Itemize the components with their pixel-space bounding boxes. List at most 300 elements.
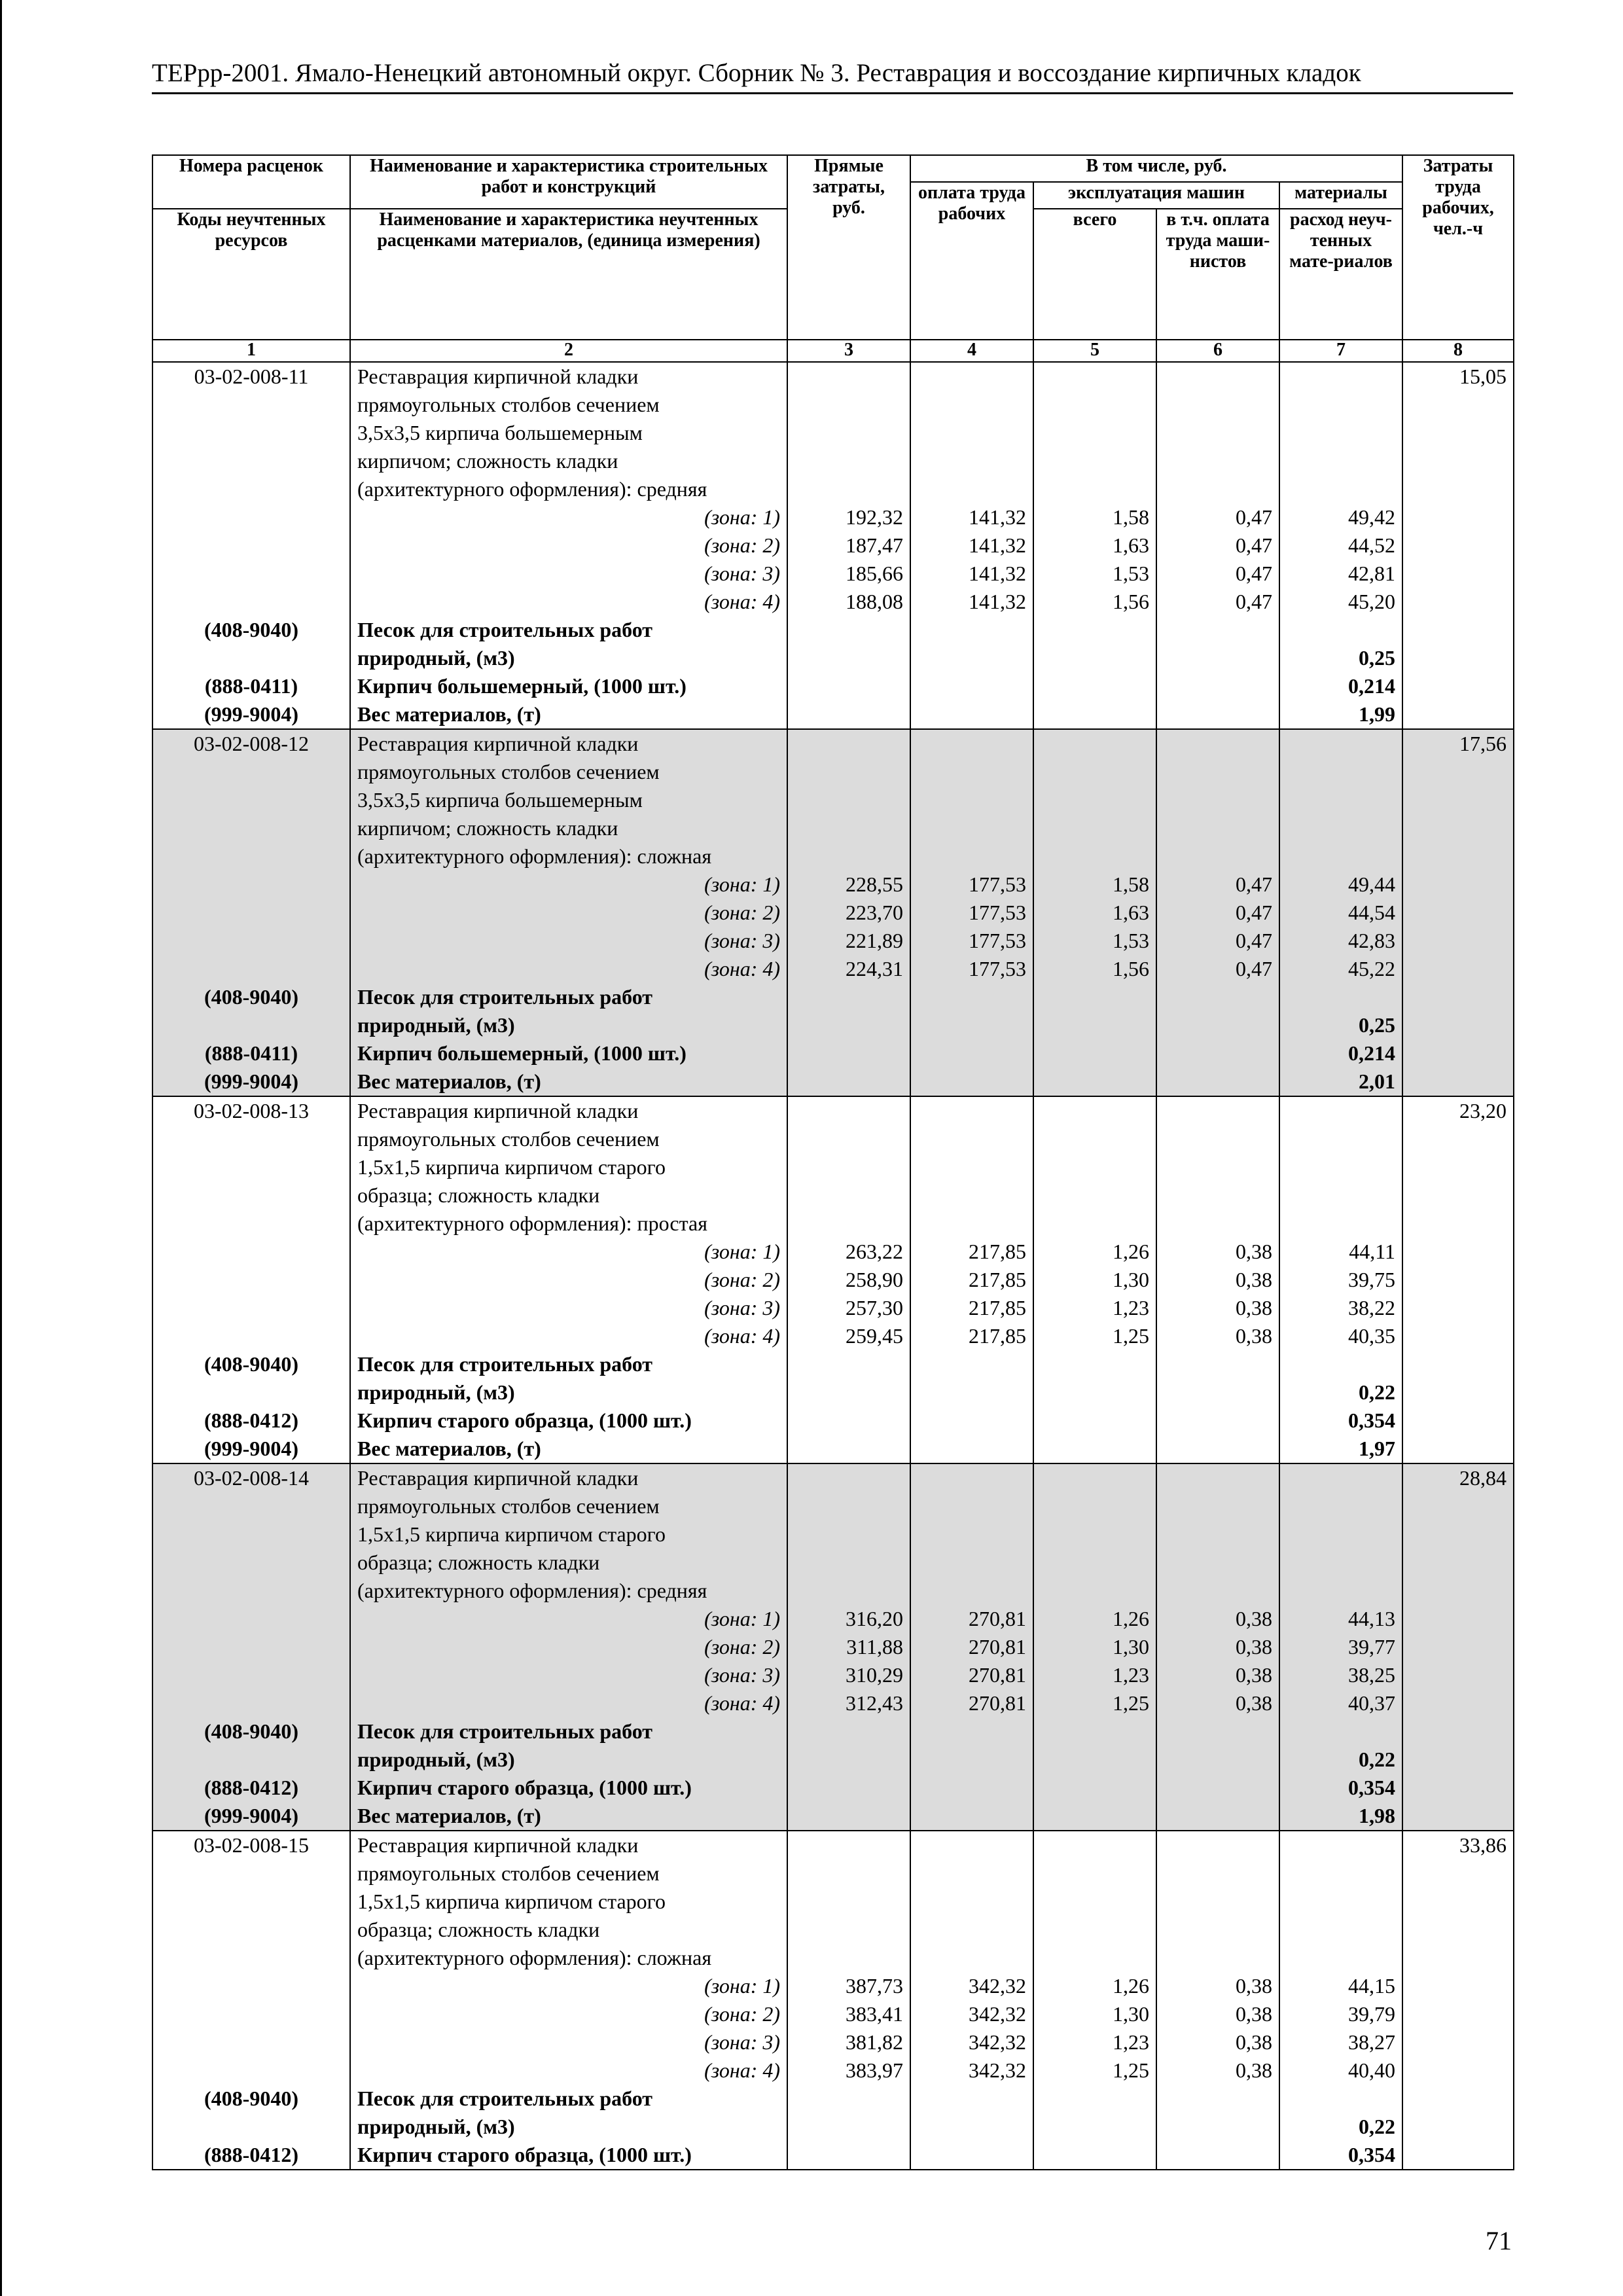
empty-cell bbox=[1156, 842, 1279, 870]
empty-cell bbox=[1279, 1492, 1402, 1520]
resource-row bbox=[152, 1746, 1514, 1774]
empty-cell bbox=[1156, 1746, 1279, 1774]
empty-cell bbox=[1033, 842, 1156, 870]
empty-cell bbox=[1156, 729, 1279, 758]
empty-cell bbox=[787, 2113, 910, 2141]
empty-cell bbox=[787, 644, 910, 672]
work-description-line: Реставрация кирпичной кладки bbox=[350, 1096, 787, 1125]
empty-cell bbox=[152, 1689, 350, 1717]
rate-description-row bbox=[152, 1153, 1514, 1181]
empty-cell bbox=[910, 814, 1033, 842]
empty-cell bbox=[1156, 1717, 1279, 1746]
materials-value: 44,11 bbox=[1279, 1238, 1402, 1266]
direct-cost-value: 228,55 bbox=[787, 870, 910, 899]
wage-value: 342,32 bbox=[910, 2056, 1033, 2085]
empty-cell bbox=[910, 1096, 1033, 1125]
resource-row bbox=[152, 2085, 1514, 2113]
empty-cell bbox=[787, 1774, 910, 1802]
empty-cell bbox=[910, 2141, 1033, 2170]
zone-row bbox=[152, 870, 1514, 899]
machinist-wage-value: 0,38 bbox=[1156, 1238, 1279, 1266]
wage-value: 270,81 bbox=[910, 1661, 1033, 1689]
machine-total-value: 1,58 bbox=[1033, 503, 1156, 531]
empty-cell bbox=[787, 1888, 910, 1916]
empty-cell bbox=[1156, 1435, 1279, 1463]
empty-cell bbox=[910, 700, 1033, 729]
resource-name-line: Кирпич большемерный, (1000 шт.) bbox=[350, 1039, 787, 1067]
machine-total-value: 1,23 bbox=[1033, 2028, 1156, 2056]
resource-code: (999-9004) bbox=[152, 1067, 350, 1096]
wage-value: 342,32 bbox=[910, 2000, 1033, 2028]
resource-code: (888-0412) bbox=[152, 2141, 350, 2170]
work-description-line: (архитектурного оформления): средняя bbox=[350, 475, 787, 503]
resource-consumption-value: 0,214 bbox=[1279, 672, 1402, 700]
resource-row bbox=[152, 2141, 1514, 2170]
resource-consumption-value: 0,22 bbox=[1279, 2113, 1402, 2141]
resource-row bbox=[152, 1774, 1514, 1802]
empty-cell bbox=[1033, 1210, 1156, 1238]
zone-row bbox=[152, 503, 1514, 531]
rate-description-row bbox=[152, 1096, 1514, 1125]
empty-cell bbox=[910, 1463, 1033, 1492]
empty-cell bbox=[1402, 1322, 1514, 1350]
empty-cell bbox=[1033, 1435, 1156, 1463]
empty-cell bbox=[1279, 1888, 1402, 1916]
empty-cell bbox=[152, 899, 350, 927]
empty-cell bbox=[1033, 644, 1156, 672]
empty-cell bbox=[1279, 983, 1402, 1011]
rate-description-row bbox=[152, 1463, 1514, 1492]
materials-value: 38,27 bbox=[1279, 2028, 1402, 2056]
empty-cell bbox=[1156, 362, 1279, 391]
rate-description-row bbox=[152, 1859, 1514, 1888]
empty-cell bbox=[1156, 814, 1279, 842]
resource-row bbox=[152, 1039, 1514, 1067]
rate-description-row bbox=[152, 1916, 1514, 1944]
machine-total-value: 1,26 bbox=[1033, 1238, 1156, 1266]
empty-cell bbox=[152, 927, 350, 955]
machine-total-value: 1,25 bbox=[1033, 1322, 1156, 1350]
empty-cell bbox=[787, 983, 910, 1011]
empty-cell bbox=[1402, 2141, 1514, 2170]
work-description-line: прямоугольных столбов сечением bbox=[350, 1125, 787, 1153]
zone-row bbox=[152, 1294, 1514, 1322]
empty-cell bbox=[1156, 447, 1279, 475]
empty-cell bbox=[1402, 503, 1514, 531]
zone-label: (зона: 3) bbox=[350, 560, 787, 588]
resource-row bbox=[152, 1435, 1514, 1463]
machinist-wage-value: 0,38 bbox=[1156, 1661, 1279, 1689]
empty-cell bbox=[152, 1125, 350, 1153]
zone-label: (зона: 1) bbox=[350, 1605, 787, 1633]
rate-description-row bbox=[152, 419, 1514, 447]
wage-value: 217,85 bbox=[910, 1266, 1033, 1294]
empty-cell bbox=[1033, 1746, 1156, 1774]
machine-total-value: 1,63 bbox=[1033, 531, 1156, 560]
zone-label: (зона: 1) bbox=[350, 1972, 787, 2000]
work-description-line: Реставрация кирпичной кладки bbox=[350, 729, 787, 758]
empty-cell bbox=[1156, 1407, 1279, 1435]
empty-cell bbox=[787, 1746, 910, 1774]
resource-name-line: Кирпич старого образца, (1000 шт.) bbox=[350, 1774, 787, 1802]
empty-cell bbox=[1156, 1125, 1279, 1153]
empty-cell bbox=[1279, 786, 1402, 814]
wage-value: 270,81 bbox=[910, 1689, 1033, 1717]
empty-cell bbox=[152, 475, 350, 503]
resource-consumption-value: 0,214 bbox=[1279, 1039, 1402, 1067]
empty-cell bbox=[152, 644, 350, 672]
empty-cell bbox=[152, 531, 350, 560]
empty-cell bbox=[910, 1774, 1033, 1802]
rate-description-row bbox=[152, 786, 1514, 814]
empty-cell bbox=[1033, 1916, 1156, 1944]
work-description-line: Реставрация кирпичной кладки bbox=[350, 1831, 787, 1859]
empty-cell bbox=[1279, 1350, 1402, 1378]
direct-cost-value: 187,47 bbox=[787, 531, 910, 560]
empty-cell bbox=[787, 616, 910, 644]
empty-cell bbox=[910, 1520, 1033, 1549]
empty-cell bbox=[1402, 1520, 1514, 1549]
resource-name-line: природный, (м3) bbox=[350, 1378, 787, 1407]
empty-cell bbox=[910, 1717, 1033, 1746]
empty-cell bbox=[787, 1944, 910, 1972]
machinist-wage-value: 0,47 bbox=[1156, 531, 1279, 560]
empty-cell bbox=[910, 2113, 1033, 2141]
rate-description-row bbox=[152, 475, 1514, 503]
empty-cell bbox=[910, 419, 1033, 447]
header-direct-costs: Прямые затраты, руб. bbox=[787, 155, 910, 340]
column-index: 6 bbox=[1156, 340, 1279, 362]
empty-cell bbox=[1033, 419, 1156, 447]
page-number: 71 bbox=[1486, 2226, 1512, 2255]
rate-description-row bbox=[152, 729, 1514, 758]
empty-cell bbox=[1279, 2085, 1402, 2113]
zone-row bbox=[152, 1605, 1514, 1633]
zone-row bbox=[152, 927, 1514, 955]
resource-consumption-value: 1,98 bbox=[1279, 1802, 1402, 1831]
column-index: 3 bbox=[787, 340, 910, 362]
machine-total-value: 1,26 bbox=[1033, 1605, 1156, 1633]
empty-cell bbox=[152, 2028, 350, 2056]
empty-cell bbox=[1279, 1549, 1402, 1577]
labor-cost-value: 15,05 bbox=[1402, 362, 1514, 391]
machinist-wage-value: 0,47 bbox=[1156, 503, 1279, 531]
header-machinist-wages: в т.ч. оплата труда маши-нистов bbox=[1156, 209, 1279, 340]
resource-name-line: природный, (м3) bbox=[350, 1746, 787, 1774]
empty-cell bbox=[910, 1944, 1033, 1972]
zone-label: (зона: 4) bbox=[350, 1689, 787, 1717]
work-description-line: (архитектурного оформления): простая bbox=[350, 1210, 787, 1238]
empty-cell bbox=[1402, 1125, 1514, 1153]
empty-cell bbox=[787, 362, 910, 391]
empty-cell bbox=[1156, 758, 1279, 786]
empty-cell bbox=[1033, 1011, 1156, 1039]
empty-cell bbox=[787, 700, 910, 729]
empty-cell bbox=[1402, 1972, 1514, 2000]
empty-cell bbox=[1156, 1210, 1279, 1238]
empty-cell bbox=[1279, 842, 1402, 870]
rate-code: 03-02-008-12 bbox=[152, 729, 350, 758]
empty-cell bbox=[787, 419, 910, 447]
wage-value: 141,32 bbox=[910, 588, 1033, 616]
empty-cell bbox=[152, 1888, 350, 1916]
materials-value: 39,77 bbox=[1279, 1633, 1402, 1661]
empty-cell bbox=[1402, 1350, 1514, 1378]
rate-code: 03-02-008-13 bbox=[152, 1096, 350, 1125]
direct-cost-value: 263,22 bbox=[787, 1238, 910, 1266]
work-description-line: Реставрация кирпичной кладки bbox=[350, 362, 787, 391]
rate-code: 03-02-008-15 bbox=[152, 1831, 350, 1859]
empty-cell bbox=[1156, 1831, 1279, 1859]
work-description-line: образца; сложность кладки bbox=[350, 1549, 787, 1577]
materials-value: 49,42 bbox=[1279, 503, 1402, 531]
empty-cell bbox=[1033, 1577, 1156, 1605]
empty-cell bbox=[1033, 1096, 1156, 1125]
empty-cell bbox=[1402, 391, 1514, 419]
empty-cell bbox=[910, 758, 1033, 786]
resource-code: (408-9040) bbox=[152, 1717, 350, 1746]
wage-value: 177,53 bbox=[910, 870, 1033, 899]
empty-cell bbox=[1156, 1802, 1279, 1831]
empty-cell bbox=[152, 1210, 350, 1238]
zone-label: (зона: 4) bbox=[350, 588, 787, 616]
column-index: 2 bbox=[350, 340, 787, 362]
empty-cell bbox=[1402, 2000, 1514, 2028]
resource-consumption-value: 0,22 bbox=[1279, 1378, 1402, 1407]
zone-label: (зона: 2) bbox=[350, 1266, 787, 1294]
rate-description-row bbox=[152, 842, 1514, 870]
wage-value: 141,32 bbox=[910, 560, 1033, 588]
machine-total-value: 1,58 bbox=[1033, 870, 1156, 899]
empty-cell bbox=[1156, 1153, 1279, 1181]
empty-cell bbox=[1156, 1181, 1279, 1210]
empty-cell bbox=[1033, 1888, 1156, 1916]
empty-cell bbox=[152, 955, 350, 983]
work-description-line: (архитектурного оформления): сложная bbox=[350, 842, 787, 870]
empty-cell bbox=[910, 616, 1033, 644]
empty-cell bbox=[152, 842, 350, 870]
empty-cell bbox=[1279, 447, 1402, 475]
empty-cell bbox=[152, 1661, 350, 1689]
empty-cell bbox=[152, 1520, 350, 1549]
empty-cell bbox=[787, 1577, 910, 1605]
work-description-line: Реставрация кирпичной кладки bbox=[350, 1463, 787, 1492]
empty-cell bbox=[1402, 475, 1514, 503]
empty-cell bbox=[152, 1011, 350, 1039]
empty-cell bbox=[1402, 616, 1514, 644]
empty-cell bbox=[152, 2000, 350, 2028]
empty-cell bbox=[787, 1096, 910, 1125]
machine-total-value: 1,53 bbox=[1033, 560, 1156, 588]
column-index: 7 bbox=[1279, 340, 1402, 362]
empty-cell bbox=[1033, 1549, 1156, 1577]
empty-cell bbox=[1033, 1407, 1156, 1435]
empty-cell bbox=[1402, 1746, 1514, 1774]
empty-cell bbox=[1156, 1067, 1279, 1096]
materials-value: 42,81 bbox=[1279, 560, 1402, 588]
direct-cost-value: 192,32 bbox=[787, 503, 910, 531]
page-header-title: ТЕРрр-2001. Ямало-Ненецкий автономный округ. Сборник № 3. Реставрация и воссоздание кирпичных кладок bbox=[152, 59, 1361, 87]
empty-cell bbox=[1156, 1520, 1279, 1549]
zone-row bbox=[152, 588, 1514, 616]
zone-row bbox=[152, 1238, 1514, 1266]
resource-name-line: Вес материалов, (т) bbox=[350, 1802, 787, 1831]
empty-cell bbox=[152, 1746, 350, 1774]
resource-row bbox=[152, 1067, 1514, 1096]
header-including: В том числе, руб. bbox=[910, 155, 1402, 182]
empty-cell bbox=[1033, 1774, 1156, 1802]
empty-cell bbox=[787, 2085, 910, 2113]
materials-value: 49,44 bbox=[1279, 870, 1402, 899]
table-header bbox=[152, 155, 1514, 362]
empty-cell bbox=[152, 1916, 350, 1944]
empty-cell bbox=[910, 1888, 1033, 1916]
wage-value: 177,53 bbox=[910, 927, 1033, 955]
materials-value: 44,15 bbox=[1279, 1972, 1402, 2000]
machinist-wage-value: 0,38 bbox=[1156, 1689, 1279, 1717]
empty-cell bbox=[1402, 1238, 1514, 1266]
empty-cell bbox=[910, 2085, 1033, 2113]
direct-cost-value: 383,41 bbox=[787, 2000, 910, 2028]
empty-cell bbox=[1156, 1916, 1279, 1944]
empty-cell bbox=[1156, 1096, 1279, 1125]
resource-name-line: Песок для строительных работ bbox=[350, 1717, 787, 1746]
empty-cell bbox=[1033, 729, 1156, 758]
wage-value: 217,85 bbox=[910, 1322, 1033, 1350]
empty-cell bbox=[1033, 2085, 1156, 2113]
empty-cell bbox=[787, 842, 910, 870]
column-index: 1 bbox=[152, 340, 350, 362]
machine-total-value: 1,25 bbox=[1033, 1689, 1156, 1717]
labor-cost-value: 17,56 bbox=[1402, 729, 1514, 758]
empty-cell bbox=[1402, 447, 1514, 475]
empty-cell bbox=[787, 1153, 910, 1181]
empty-cell bbox=[1033, 616, 1156, 644]
resource-consumption-value: 0,354 bbox=[1279, 2141, 1402, 2170]
empty-cell bbox=[787, 1378, 910, 1407]
empty-cell bbox=[1033, 362, 1156, 391]
empty-cell bbox=[152, 1181, 350, 1210]
rate-description-row bbox=[152, 391, 1514, 419]
work-description-line: прямоугольных столбов сечением bbox=[350, 1492, 787, 1520]
rate-description-row bbox=[152, 1125, 1514, 1153]
direct-cost-value: 221,89 bbox=[787, 927, 910, 955]
empty-cell bbox=[1279, 1096, 1402, 1125]
rate-code: 03-02-008-14 bbox=[152, 1463, 350, 1492]
empty-cell bbox=[152, 1605, 350, 1633]
empty-cell bbox=[1402, 588, 1514, 616]
machine-total-value: 1,53 bbox=[1033, 927, 1156, 955]
empty-cell bbox=[1279, 1717, 1402, 1746]
machinist-wage-value: 0,38 bbox=[1156, 1633, 1279, 1661]
empty-cell bbox=[1033, 1350, 1156, 1378]
zone-label: (зона: 3) bbox=[350, 1294, 787, 1322]
empty-cell bbox=[1402, 786, 1514, 814]
resource-consumption-value: 0,25 bbox=[1279, 644, 1402, 672]
rate-description-row bbox=[152, 1577, 1514, 1605]
empty-cell bbox=[910, 1011, 1033, 1039]
empty-cell bbox=[910, 1067, 1033, 1096]
empty-cell bbox=[787, 1210, 910, 1238]
empty-cell bbox=[1033, 814, 1156, 842]
header-worker-wages: оплата труда рабочих bbox=[910, 182, 1033, 340]
empty-cell bbox=[1156, 1888, 1279, 1916]
empty-cell bbox=[1156, 983, 1279, 1011]
empty-cell bbox=[152, 1944, 350, 1972]
empty-cell bbox=[1033, 758, 1156, 786]
machinist-wage-value: 0,47 bbox=[1156, 899, 1279, 927]
resource-consumption-value: 0,354 bbox=[1279, 1407, 1402, 1435]
direct-cost-value: 188,08 bbox=[787, 588, 910, 616]
machine-total-value: 1,30 bbox=[1033, 1633, 1156, 1661]
empty-cell bbox=[152, 391, 350, 419]
empty-cell bbox=[1279, 391, 1402, 419]
column-index: 8 bbox=[1402, 340, 1514, 362]
machinist-wage-value: 0,38 bbox=[1156, 1294, 1279, 1322]
empty-cell bbox=[1279, 758, 1402, 786]
empty-cell bbox=[787, 1492, 910, 1520]
empty-cell bbox=[1402, 1605, 1514, 1633]
zone-label: (зона: 1) bbox=[350, 1238, 787, 1266]
header-work-name: Наименование и характеристика строительных работ и конструкций bbox=[350, 155, 787, 209]
work-description-line: 3,5x3,5 кирпича большемерным bbox=[350, 419, 787, 447]
empty-cell bbox=[787, 1067, 910, 1096]
empty-cell bbox=[152, 419, 350, 447]
empty-cell bbox=[787, 447, 910, 475]
empty-cell bbox=[1402, 1266, 1514, 1294]
machinist-wage-value: 0,47 bbox=[1156, 927, 1279, 955]
empty-cell bbox=[1279, 616, 1402, 644]
resource-name-line: Песок для строительных работ bbox=[350, 2085, 787, 2113]
empty-cell bbox=[1402, 1661, 1514, 1689]
resource-row bbox=[152, 672, 1514, 700]
resource-row bbox=[152, 1350, 1514, 1378]
empty-cell bbox=[1402, 1492, 1514, 1520]
empty-cell bbox=[1156, 1463, 1279, 1492]
empty-cell bbox=[1402, 1916, 1514, 1944]
empty-cell bbox=[910, 644, 1033, 672]
materials-value: 40,35 bbox=[1279, 1322, 1402, 1350]
machine-total-value: 1,56 bbox=[1033, 588, 1156, 616]
empty-cell bbox=[1402, 1802, 1514, 1831]
materials-value: 40,40 bbox=[1279, 2056, 1402, 2085]
empty-cell bbox=[787, 786, 910, 814]
empty-cell bbox=[1156, 419, 1279, 447]
rate-description-row bbox=[152, 758, 1514, 786]
empty-cell bbox=[152, 1378, 350, 1407]
zone-label: (зона: 2) bbox=[350, 2000, 787, 2028]
empty-cell bbox=[1402, 1407, 1514, 1435]
direct-cost-value: 311,88 bbox=[787, 1633, 910, 1661]
resource-name-line: Вес материалов, (т) bbox=[350, 1435, 787, 1463]
empty-cell bbox=[787, 1831, 910, 1859]
empty-cell bbox=[787, 758, 910, 786]
empty-cell bbox=[1402, 1689, 1514, 1717]
zone-label: (зона: 2) bbox=[350, 1633, 787, 1661]
machine-total-value: 1,56 bbox=[1033, 955, 1156, 983]
empty-cell bbox=[1402, 1039, 1514, 1067]
empty-cell bbox=[1033, 1067, 1156, 1096]
materials-value: 40,37 bbox=[1279, 1689, 1402, 1717]
empty-cell bbox=[910, 362, 1033, 391]
empty-cell bbox=[787, 1717, 910, 1746]
resource-row bbox=[152, 1407, 1514, 1435]
wage-value: 177,53 bbox=[910, 899, 1033, 927]
zone-row bbox=[152, 1322, 1514, 1350]
empty-cell bbox=[787, 1407, 910, 1435]
empty-cell bbox=[1279, 1577, 1402, 1605]
labor-cost-value: 28,84 bbox=[1402, 1463, 1514, 1492]
